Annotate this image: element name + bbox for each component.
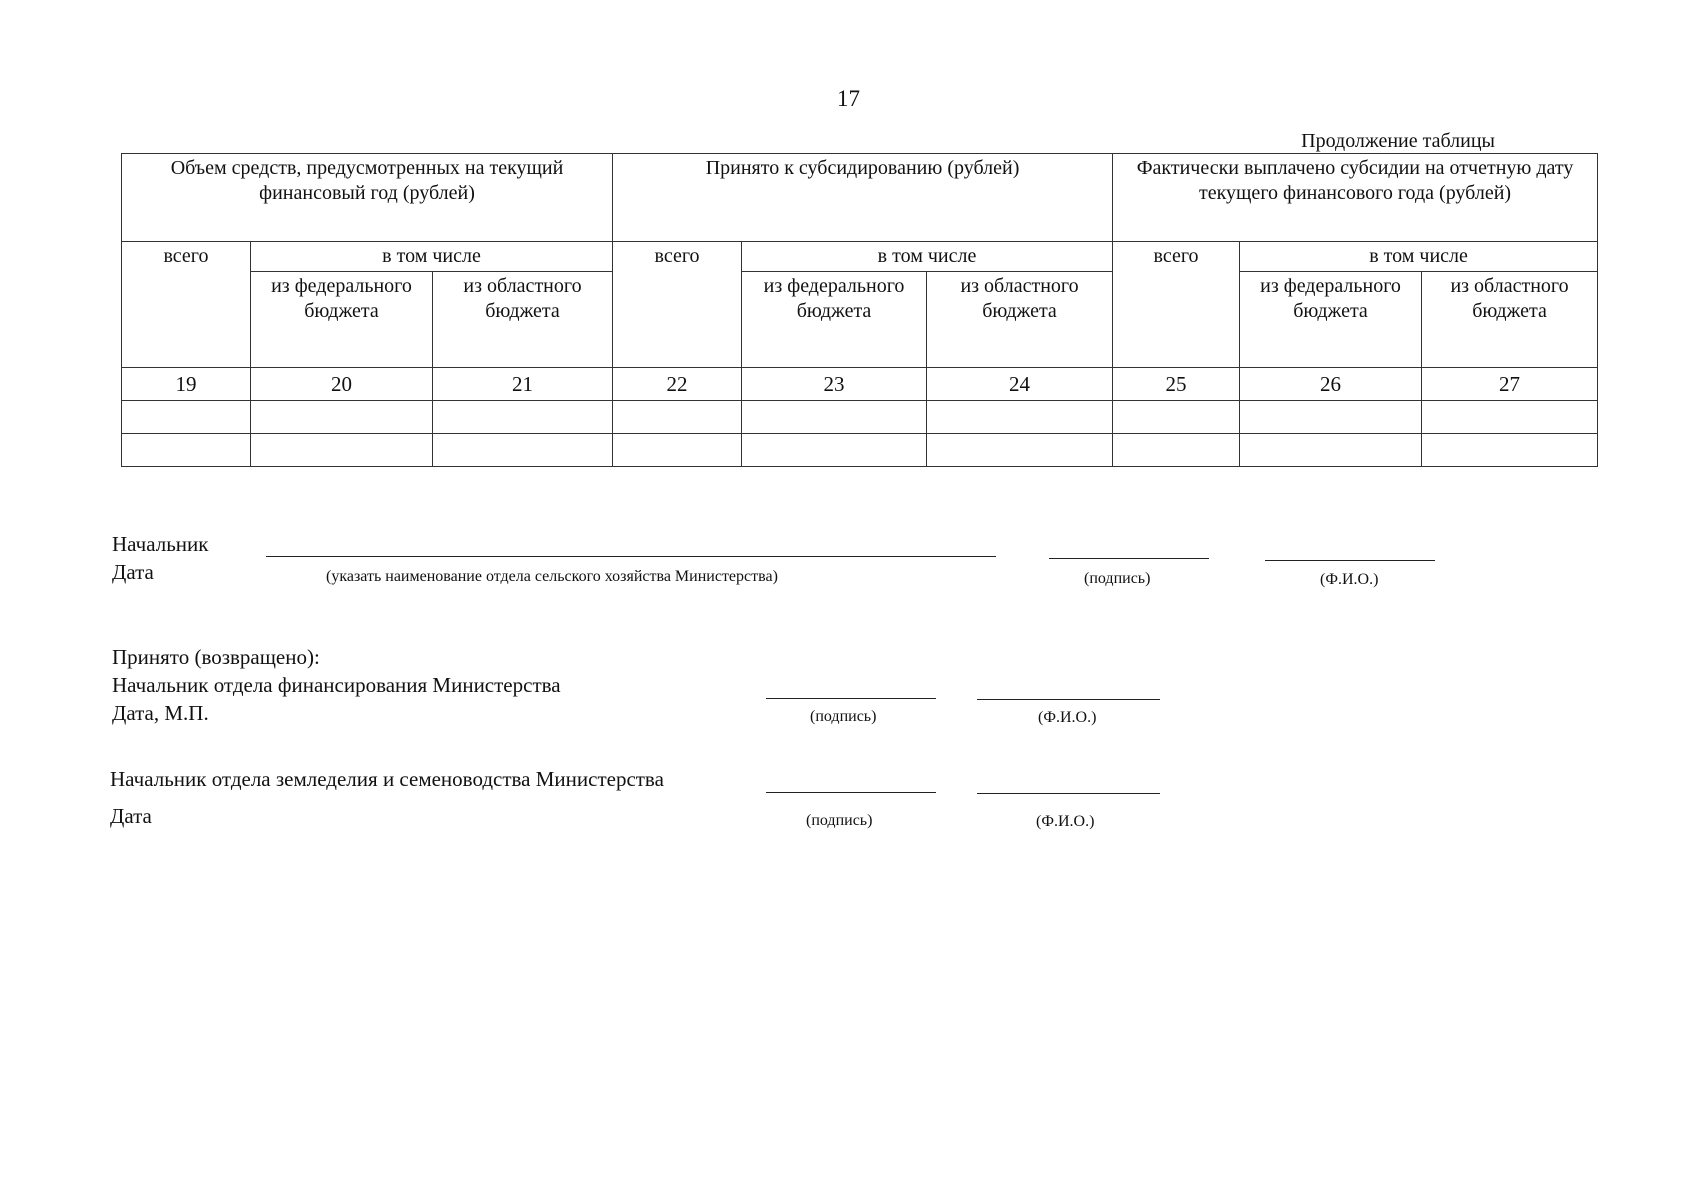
- header-group-accepted: Принято к субсидированию (рублей): [613, 154, 1113, 242]
- continuation-label: Продолжение таблицы: [1301, 130, 1495, 152]
- head-title: Начальник: [112, 532, 209, 556]
- header-total: всего: [613, 242, 742, 368]
- header-including: в том числе: [742, 242, 1113, 272]
- table-cell[interactable]: [1113, 434, 1240, 467]
- signature-line[interactable]: [766, 698, 936, 699]
- header-federal: из федерального бюджета: [742, 272, 927, 368]
- signature-line[interactable]: [766, 792, 936, 793]
- column-number: 24: [927, 368, 1113, 401]
- header-group-planned: Объем средств, предусмотренных на текущий финансовый год (рублей): [122, 154, 613, 242]
- table-cell[interactable]: [122, 434, 251, 467]
- department-line[interactable]: [266, 556, 996, 557]
- table-cell[interactable]: [1240, 434, 1422, 467]
- agriculture-head-title: Начальник отдела земледелия и семеноводства Министерства: [110, 767, 664, 791]
- table-cell[interactable]: [1113, 401, 1240, 434]
- column-number: 27: [1422, 368, 1598, 401]
- name-line[interactable]: [1265, 560, 1435, 561]
- accepted-label: Принято (возвращено):: [112, 645, 320, 669]
- name-caption: (Ф.И.О.): [1038, 709, 1097, 726]
- signature-caption: (подпись): [806, 812, 873, 829]
- column-number: 23: [742, 368, 927, 401]
- subsidy-table: [121, 153, 1598, 467]
- table-cell[interactable]: [927, 401, 1113, 434]
- name-line[interactable]: [977, 699, 1160, 700]
- header-regional: из областного бюджета: [927, 272, 1113, 368]
- header-federal: из федерального бюджета: [251, 272, 433, 368]
- date-stamp-label: Дата, М.П.: [112, 701, 209, 725]
- table-cell[interactable]: [122, 401, 251, 434]
- table-cell[interactable]: [613, 434, 742, 467]
- header-regional: из областного бюджета: [1422, 272, 1598, 368]
- column-number: 25: [1113, 368, 1240, 401]
- table-cell[interactable]: [433, 401, 613, 434]
- table-cell[interactable]: [613, 401, 742, 434]
- header-federal: из федерального бюджета: [1240, 272, 1422, 368]
- signature-line[interactable]: [1049, 558, 1209, 559]
- date-label: Дата: [110, 804, 152, 828]
- table-row: [122, 434, 1598, 467]
- table-cell[interactable]: [1240, 401, 1422, 434]
- column-number: 21: [433, 368, 613, 401]
- header-including: в том числе: [251, 242, 613, 272]
- column-number: 22: [613, 368, 742, 401]
- header-regional: из областного бюджета: [433, 272, 613, 368]
- table-cell[interactable]: [1422, 434, 1598, 467]
- header-including: в том числе: [1240, 242, 1598, 272]
- table-cell[interactable]: [251, 434, 433, 467]
- signature-caption: (подпись): [1084, 570, 1151, 587]
- name-line[interactable]: [977, 793, 1160, 794]
- name-caption: (Ф.И.О.): [1320, 571, 1379, 588]
- header-group-paid: Фактически выплачено субсидии на отчетную дату текущего финансового года (рублей): [1113, 154, 1598, 242]
- table-cell[interactable]: [1422, 401, 1598, 434]
- column-number: 19: [122, 368, 251, 401]
- department-caption: (указать наименование отдела сельского хозяйства Министерства): [326, 568, 778, 585]
- table-row: [122, 401, 1598, 434]
- table-cell[interactable]: [433, 434, 613, 467]
- page-number: 17: [837, 86, 860, 111]
- signature-caption: (подпись): [810, 708, 877, 725]
- table-cell[interactable]: [742, 434, 927, 467]
- table-cell[interactable]: [927, 434, 1113, 467]
- column-number: 26: [1240, 368, 1422, 401]
- header-total: всего: [122, 242, 251, 368]
- date-label: Дата: [112, 560, 154, 584]
- finance-head-title: Начальник отдела финансирования Министерства: [112, 673, 561, 697]
- name-caption: (Ф.И.О.): [1036, 813, 1095, 830]
- table-cell[interactable]: [251, 401, 433, 434]
- column-number: 20: [251, 368, 433, 401]
- header-total: всего: [1113, 242, 1240, 368]
- table-cell[interactable]: [742, 401, 927, 434]
